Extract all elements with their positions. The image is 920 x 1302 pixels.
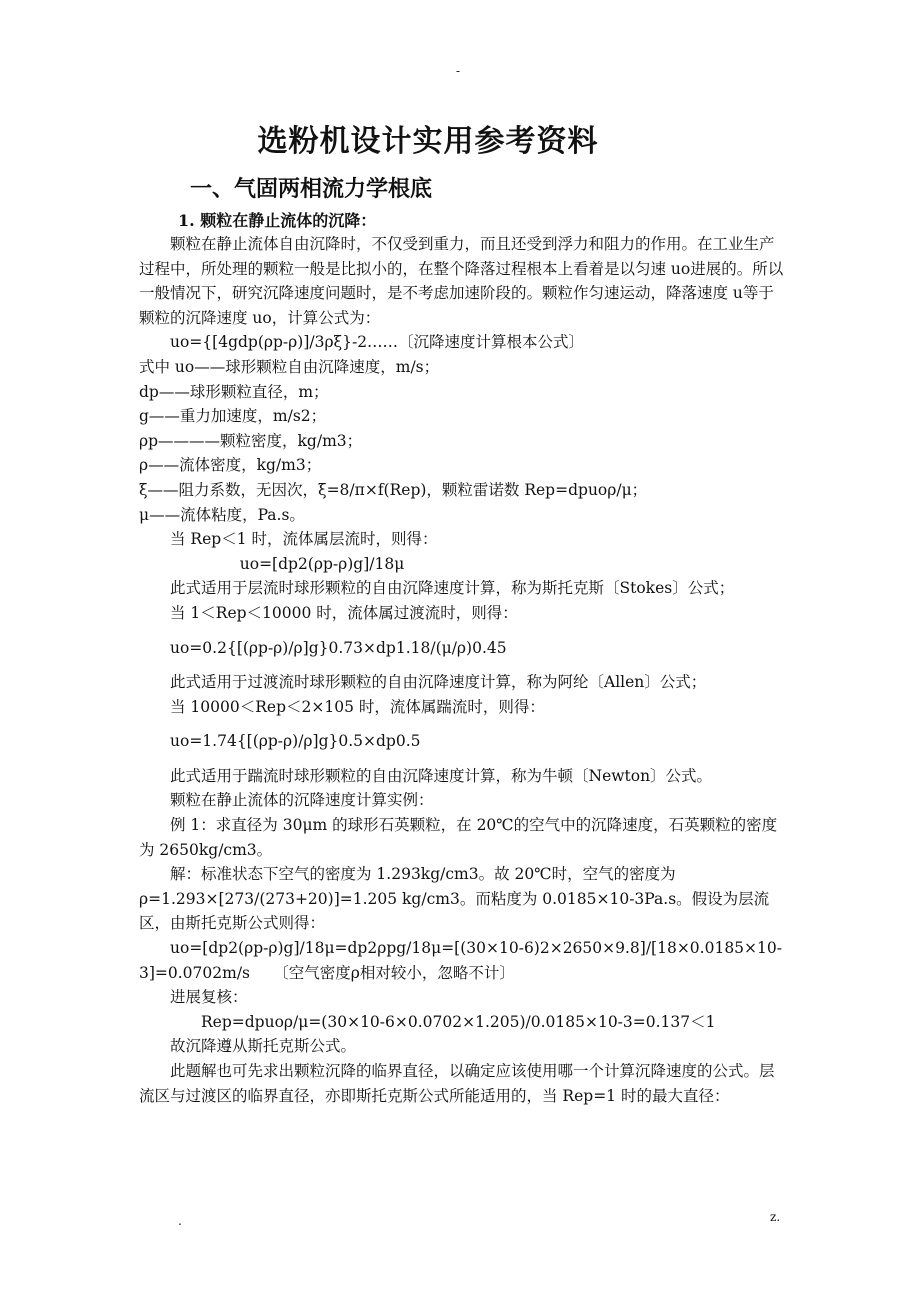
example-solution: 解：标准状态下空气的密度为 1.293kg/cm3。故 20℃时，空气的密度为ρ=1.293×[273/(273+20)]=1.205 kg/cm3。而粘度为 0.0185×10-3Pa.s。假设为层流区，由斯托克斯公式则得： xyxy=(139,865,770,933)
formula-allen: uo=0.2{[(ρp-ρ)/ρ]g}0.73×dp1.18/(μ/ρ)0.45 xyxy=(170,638,507,657)
page-header-mark: - xyxy=(456,64,461,78)
paragraph-stokes: 此式适用于层流时球形颗粒的自由沉降速度计算，称为斯托克斯〔Stokes〕公式； xyxy=(170,579,735,598)
condition-turbulent: 当 10000＜Rep＜2×105 时，流体属踹流时，则得： xyxy=(170,697,545,716)
footer-left-mark: . xyxy=(178,1214,182,1228)
subsection-heading: 1. 颗粒在静止流体的沉降： xyxy=(178,211,377,230)
footer-right-mark: z. xyxy=(770,1210,781,1224)
formula-basic: uo={[4gdp(ρp-ρ)]/3ρξ}-2……〔沉降速度计算根本公式〕 xyxy=(170,333,585,352)
verification-formula: Rep=dpuoρ/μ=(30×10-6×0.0702×1.205)/0.0185×10-3=0.137＜1 xyxy=(201,1012,716,1031)
variable-definition: dp——球形颗粒直径，m； xyxy=(139,382,329,401)
condition-laminar: 当 Rep＜1 时，流体属层流时，则得： xyxy=(170,530,438,549)
variable-definition: ξ——阻力系数，无因次，ξ=8/π×f(Rep)，颗粒雷诺数 Rep=dpuoρ/μ； xyxy=(139,480,648,499)
verification-label: 进展复核： xyxy=(170,988,248,1007)
document-title: 选粉机设计实用参考资料 xyxy=(257,124,599,159)
example-calculation: uo=[dp2(ρp-ρ)g]/18μ=dp2ρpg/18μ=[(30×10-6)2×2650×9.8]/[18×0.0185×10-3]=0.0702m/s 〔空气密度ρ相对较小，忽略不计〕 xyxy=(139,939,782,982)
formula-stokes: uo=[dp2(ρp-ρ)g]/18μ xyxy=(239,554,405,573)
variable-definition: g——重力加速度，m/s2； xyxy=(139,407,327,426)
variable-definition: 式中 uo——球形颗粒自由沉降速度，m/s； xyxy=(139,357,440,376)
section-heading: 一、气固两相流力学根底 xyxy=(190,176,433,202)
formula-newton: uo=1.74{[(ρp-ρ)/ρ]g}0.5×dp0.5 xyxy=(170,732,421,751)
variable-definition: ρp————颗粒密度，kg/m3； xyxy=(139,431,363,450)
paragraph-newton: 此式适用于踹流时球形颗粒的自由沉降速度计算，称为牛顿〔Newton〕公式。 xyxy=(170,766,713,785)
variable-definition: μ——流体粘度，Pa.s。 xyxy=(139,505,305,524)
paragraph-allen: 此式适用于过渡流时球形颗粒的自由沉降速度计算，称为阿纶〔Allen〕公式； xyxy=(170,673,707,692)
variable-definition: ρ——流体密度，kg/m3； xyxy=(139,456,322,475)
conclusion: 故沉降遵从斯托克斯公式。 xyxy=(170,1037,357,1056)
condition-transition: 当 1＜Rep＜10000 时，流体属过渡流时，则得： xyxy=(170,603,518,622)
paragraph-critical-diameter: 此题解也可先求出颗粒沉降的临界直径，以确定应该使用哪一个计算沉降速度的公式。层流区与过渡区的临界直径，亦即斯托克斯公式所能适用的，当 Rep=1 时的最大直径： xyxy=(139,1062,775,1105)
example-question: 例 1：求直径为 30μm 的球形石英颗粒，在 20℃的空气中的沉降速度，石英颗粒的密度为 2650kg/cm3。 xyxy=(139,816,778,859)
document-body xyxy=(139,232,789,1108)
example-heading: 颗粒在静止流体的沉降速度计算实例： xyxy=(170,791,434,810)
paragraph-intro: 颗粒在静止流体自由沉降时，不仅受到重力，而且还受到浮力和阻力的作用。在工业生产过程中，所处理的颗粒一般是比拟小的，在整个降落过程根本上看着是以匀速 uo进展的。所以一般情况下，研究沉降速度问题时，是不考虑加速阶段的。颗粒作匀速运动，降落速度 u等于颗粒的沉降速度 uo，计算公式为： xyxy=(139,235,784,327)
